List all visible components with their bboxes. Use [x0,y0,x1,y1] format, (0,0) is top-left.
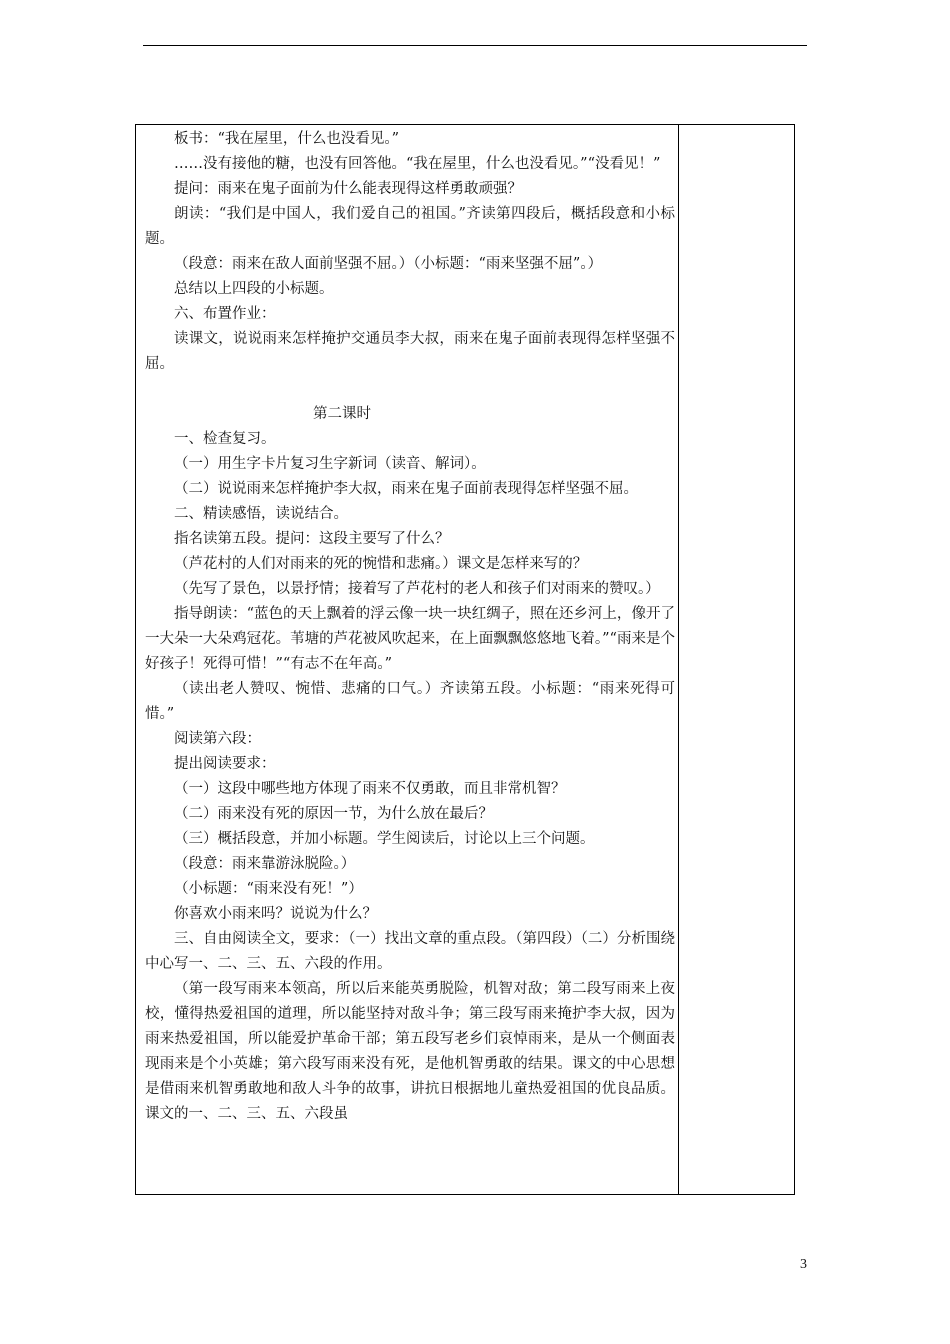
paragraph: 提出阅读要求： [174,756,276,772]
paragraph: （段意：雨来靠游泳脱险。） [174,856,356,872]
paragraph: （第一段写雨来本领高，所以后来能英勇脱险，机智对敌；第二段写雨来上夜校，懂得热爱祖国的道理，所以能坚持对敌斗争；第三段写雨来掩护李大叔，因为雨来热爱祖国，所以能爱护革命干部；第五段写老乡们哀悼雨来，是从一个侧面表现雨来是个小英雄；第六段写雨来没有死，是他机智勇敢的结果。课文的中心思想是借雨来机智勇敢地和敌人斗争的故事，讲抗日根据地儿童热爱祖国的优良品质。课文的一、二、三、五、六段虽 [145,981,675,1122]
header-rule [143,45,807,46]
page-number: 3 [800,1257,807,1272]
paragraph: 六、布置作业： [174,306,276,322]
paragraph: 朗读：“我们是中国人，我们爱自己的祖国。”齐读第四段后，概括段意和小标题。 [145,206,675,247]
lesson-content [145,127,675,1127]
paragraph: （三）概括段意，并加小标题。学生阅读后，讨论以上三个问题。 [174,831,595,847]
paragraph: 板书：“我在屋里，什么也没看见。” [174,131,400,147]
lesson-title: 第二课时 [313,406,371,422]
paragraph: （段意：雨来在敌人面前坚强不屈。）（小标题：“雨来坚强不屈”。） [174,256,603,272]
paragraph: （一）这段中哪些地方体现了雨来不仅勇敢，而且非常机智？ [174,781,566,797]
paragraph: （二）雨来没有死的原因一节，为什么放在最后？ [174,806,493,822]
paragraph: 提问：雨来在鬼子面前为什么能表现得这样勇敢顽强？ [174,181,522,197]
paragraph: （芦花村的人们对雨来的死的惋惜和悲痛。）课文是怎样来写的？ [174,556,588,572]
paragraph: 指名读第五段。提问：这段主要写了什么？ [174,531,450,547]
table-column-divider [678,124,679,1195]
paragraph: 你喜欢小雨来吗？说说为什么？ [174,906,377,922]
paragraph: 阅读第六段： [174,731,261,747]
paragraph: 三、自由阅读全文，要求：（一）找出文章的重点段。（第四段）（二）分析围绕中心写一、二、三、五、六段的作用。 [145,931,675,972]
paragraph: 一、检查复习。 [174,431,276,447]
paragraph: （一）用生字卡片复习生字新词（读音、解词）。 [174,456,486,472]
paragraph: 读课文，说说雨来怎样掩护交通员李大叔，雨来在鬼子面前表现得怎样坚强不屈。 [145,331,675,372]
paragraph: 指导朗读：“蓝色的天上飘着的浮云像一块一块红绸子，照在还乡河上，像开了一大朵一大朵鸡冠花。苇塘的芦花被风吹起来，在上面飘飘悠悠地飞着。”“雨来是个好孩子！死得可惜！”“有志不在年高。” [145,606,675,672]
paragraph: （二）说说雨来怎样掩护李大叔，雨来在鬼子面前表现得怎样坚强不屈。 [174,481,638,497]
paragraph: ……没有接他的糖，也没有回答他。“我在屋里，什么也没看见。”“没看见！” [174,156,661,172]
paragraph: （读出老人赞叹、惋惜、悲痛的口气。）齐读第五段。小标题：“雨来死得可惜。” [145,681,675,722]
paragraph: （先写了景色，以景抒情；接着写了芦花村的老人和孩子们对雨来的赞叹。） [174,581,660,597]
paragraph: 二、精读感悟，读说结合。 [174,506,348,522]
paragraph: 总结以上四段的小标题。 [174,281,334,297]
blank-line [145,377,675,402]
paragraph: （小标题：“雨来没有死！”） [174,881,363,897]
